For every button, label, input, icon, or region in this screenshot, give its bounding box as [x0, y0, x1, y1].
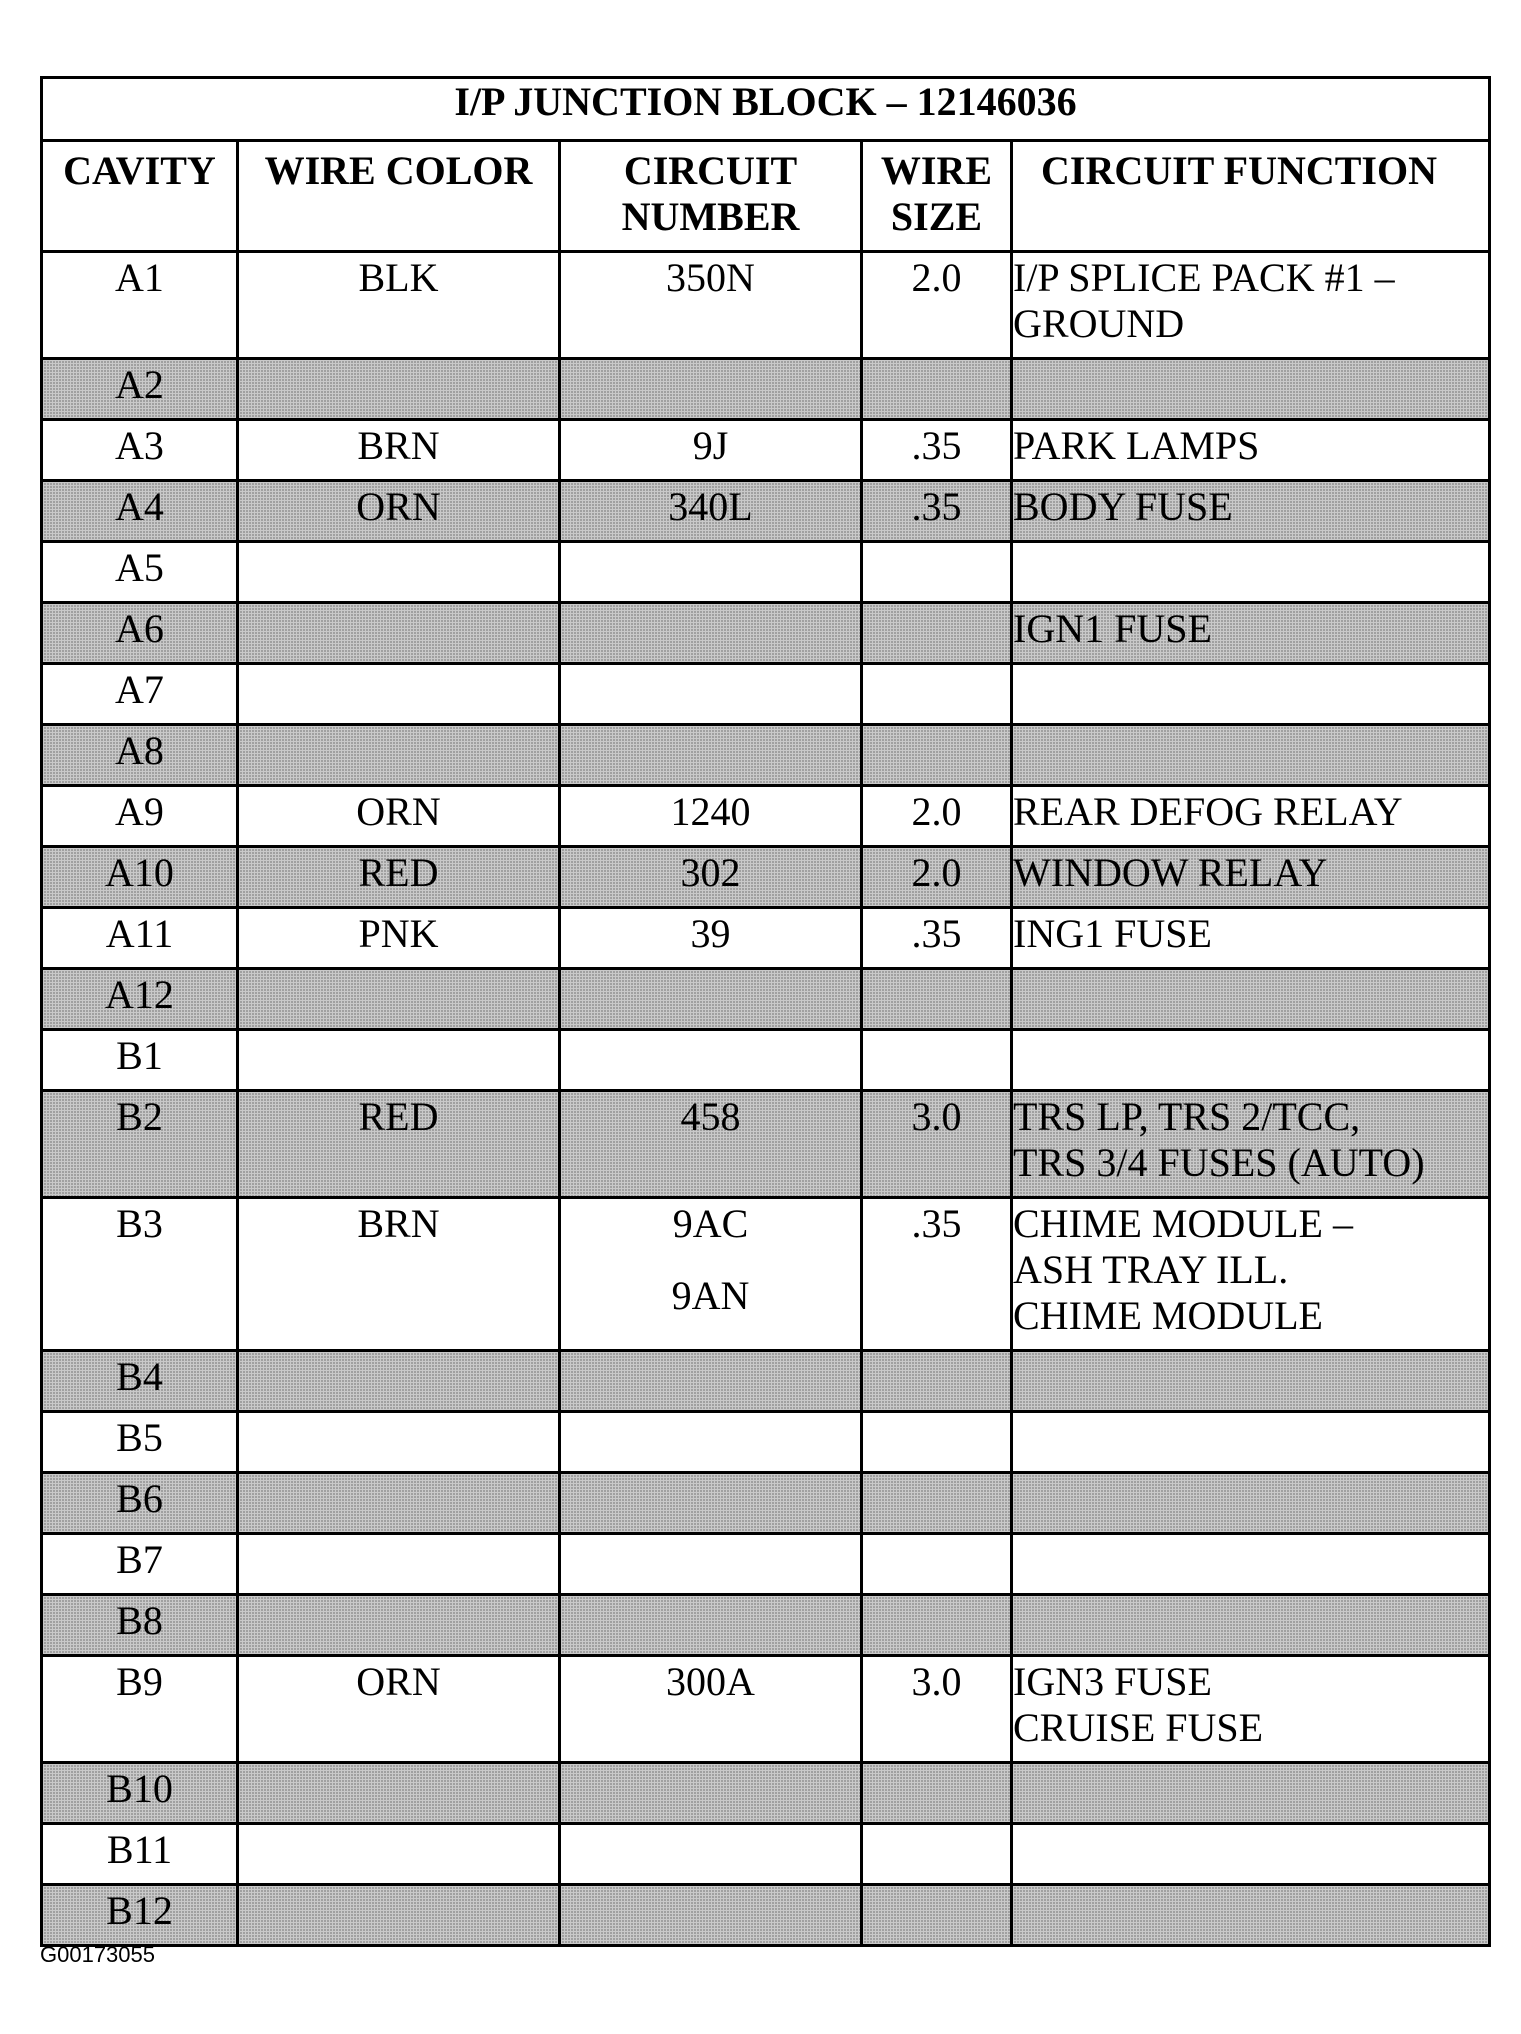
cell-circuit-function [1012, 359, 1490, 420]
cell-circuit-number [560, 1351, 862, 1412]
cell-wire-size [862, 359, 1012, 420]
table-row [42, 1656, 1490, 1763]
cell-circuit-number [560, 1091, 862, 1198]
cell-circuit-function [1012, 725, 1490, 786]
cell-circuit-function [1012, 1656, 1490, 1763]
circuit-function-line: REAR DEFOG RELAY [1013, 789, 1403, 834]
cell-circuit-function [1012, 481, 1490, 542]
cell-circuit-function [1012, 1534, 1490, 1595]
table-row [42, 1351, 1490, 1412]
table-row [42, 1763, 1490, 1824]
circuit-function-line: I/P SPLICE PACK #1 – [1013, 255, 1395, 300]
cell-circuit-number [560, 1763, 862, 1824]
cell-wire-size [862, 1412, 1012, 1473]
cell-circuit-number [560, 1412, 862, 1473]
cell-circuit-number [560, 664, 862, 725]
cell-circuit-function [1012, 1198, 1490, 1351]
table-row [42, 969, 1490, 1030]
cell-circuit-number [560, 481, 862, 542]
table-row [42, 1473, 1490, 1534]
header-wire-color: WIRE COLOR [238, 141, 560, 252]
table-row [42, 725, 1490, 786]
cell-circuit-function [1012, 1091, 1490, 1198]
header-circuit-number-line-1: CIRCUIT [623, 148, 798, 193]
cell-circuit-number [560, 542, 862, 603]
cell-cavity: B3 [42, 1198, 238, 1351]
cell-circuit-function [1012, 908, 1490, 969]
cell-circuit-number [560, 725, 862, 786]
table-row [42, 252, 1490, 359]
cell-wire-color: PNK [238, 908, 560, 969]
cell-wire-color [238, 1763, 560, 1824]
table-title: I/P JUNCTION BLOCK – 12146036 [42, 78, 1490, 141]
table-row [42, 664, 1490, 725]
circuit-number-line: 300A [666, 1659, 755, 1704]
cell-circuit-number [560, 908, 862, 969]
header-wire-size-line-2: SIZE [890, 194, 983, 239]
cell-wire-color: BRN [238, 420, 560, 481]
line-gap [561, 1247, 860, 1273]
cell-circuit-function [1012, 542, 1490, 603]
cell-circuit-number [560, 603, 862, 664]
cell-wire-color [238, 359, 560, 420]
circuit-function-line: GROUND [1013, 301, 1185, 346]
cell-cavity: A2 [42, 359, 238, 420]
cell-circuit-number [560, 1656, 862, 1763]
circuit-function-line: IGN1 FUSE [1013, 606, 1212, 651]
circuit-function-line: IGN3 FUSE [1013, 1659, 1212, 1704]
cell-circuit-number [560, 969, 862, 1030]
table-row [42, 542, 1490, 603]
cell-circuit-function [1012, 1351, 1490, 1412]
cell-wire-size: 2.0 [862, 252, 1012, 359]
cell-circuit-function [1012, 1473, 1490, 1534]
cell-cavity: A11 [42, 908, 238, 969]
circuit-function-line: CHIME MODULE – [1013, 1201, 1353, 1246]
cell-wire-color [238, 1412, 560, 1473]
cell-wire-size [862, 1595, 1012, 1656]
cell-circuit-function [1012, 603, 1490, 664]
circuit-function-line: ASH TRAY ILL. [1013, 1247, 1289, 1292]
header-wire-size-line-1: WIRE [880, 148, 993, 193]
cell-wire-size [862, 1534, 1012, 1595]
cell-cavity: A5 [42, 542, 238, 603]
cell-wire-size [862, 542, 1012, 603]
table-row [42, 1595, 1490, 1656]
header-circuit-number-line-2: NUMBER [621, 194, 800, 239]
cell-wire-color [238, 1030, 560, 1091]
circuit-function-line: PARK LAMPS [1013, 423, 1260, 468]
circuit-function-line: WINDOW RELAY [1013, 850, 1328, 895]
cell-cavity: B2 [42, 1091, 238, 1198]
cell-circuit-number [560, 1595, 862, 1656]
table-row [42, 1198, 1490, 1351]
circuit-number-line: 9AC [672, 1201, 749, 1246]
cell-wire-size: .35 [862, 481, 1012, 542]
cell-wire-size [862, 603, 1012, 664]
cell-circuit-number [560, 359, 862, 420]
table-row [42, 481, 1490, 542]
cell-circuit-number [560, 786, 862, 847]
cell-circuit-number [560, 1030, 862, 1091]
table-body [42, 252, 1490, 1946]
table-row [42, 1534, 1490, 1595]
cell-cavity: B8 [42, 1595, 238, 1656]
table-row [42, 1824, 1490, 1885]
cell-cavity: A9 [42, 786, 238, 847]
cell-wire-size: 3.0 [862, 1656, 1012, 1763]
cell-wire-color [238, 1534, 560, 1595]
junction-block-table [40, 76, 1491, 1947]
cell-wire-size [862, 1351, 1012, 1412]
cell-circuit-number [560, 1473, 862, 1534]
cell-wire-size [862, 1473, 1012, 1534]
cell-wire-size [862, 1824, 1012, 1885]
cell-wire-size: .35 [862, 420, 1012, 481]
cell-cavity: A8 [42, 725, 238, 786]
cell-wire-size [862, 725, 1012, 786]
cell-circuit-function [1012, 1824, 1490, 1885]
cell-cavity: A3 [42, 420, 238, 481]
cell-cavity: A10 [42, 847, 238, 908]
cell-circuit-number [560, 1824, 862, 1885]
cell-cavity: B7 [42, 1534, 238, 1595]
circuit-function-line: CRUISE FUSE [1013, 1705, 1264, 1750]
junction-block-sheet [40, 76, 1488, 1947]
circuit-number-line: 302 [680, 850, 741, 895]
circuit-function-line: BODY FUSE [1013, 484, 1233, 529]
circuit-number-line: 340L [668, 484, 753, 529]
cell-wire-size: 3.0 [862, 1091, 1012, 1198]
circuit-function-line: CHIME MODULE [1013, 1293, 1323, 1338]
cell-circuit-number [560, 1534, 862, 1595]
cell-circuit-number [560, 1198, 862, 1351]
circuit-number-line: 9J [692, 423, 729, 468]
cell-circuit-function [1012, 786, 1490, 847]
cell-cavity: B10 [42, 1763, 238, 1824]
cell-cavity: A12 [42, 969, 238, 1030]
header-circuit-function: CIRCUIT FUNCTION [1012, 141, 1490, 252]
cell-wire-color: ORN [238, 1656, 560, 1763]
cell-wire-size [862, 1763, 1012, 1824]
table-row [42, 847, 1490, 908]
cell-circuit-number [560, 420, 862, 481]
header-row [42, 141, 1490, 252]
header-circuit-number [560, 141, 862, 252]
cell-wire-color: BLK [238, 252, 560, 359]
table-row [42, 1030, 1490, 1091]
cell-wire-size: .35 [862, 908, 1012, 969]
cell-circuit-function [1012, 847, 1490, 908]
cell-wire-color: BRN [238, 1198, 560, 1351]
cell-circuit-number [560, 847, 862, 908]
cell-wire-color [238, 1473, 560, 1534]
table-row [42, 786, 1490, 847]
circuit-number-line: 9AN [671, 1273, 750, 1318]
cell-wire-size [862, 1030, 1012, 1091]
circuit-function-line: TRS 3/4 FUSES (AUTO) [1013, 1140, 1425, 1185]
cell-wire-color: RED [238, 1091, 560, 1198]
cell-wire-size [862, 969, 1012, 1030]
circuit-number-line: 458 [680, 1094, 741, 1139]
cell-circuit-function [1012, 1763, 1490, 1824]
cell-circuit-function [1012, 1885, 1490, 1946]
circuit-number-line: 1240 [670, 789, 751, 834]
table-row [42, 908, 1490, 969]
table-row [42, 603, 1490, 664]
cell-cavity: B9 [42, 1656, 238, 1763]
cell-wire-color [238, 1351, 560, 1412]
cell-circuit-function [1012, 420, 1490, 481]
cell-wire-color [238, 969, 560, 1030]
table-row [42, 1885, 1490, 1946]
table-row [42, 1091, 1490, 1198]
cell-circuit-function [1012, 1030, 1490, 1091]
table-row [42, 359, 1490, 420]
cell-wire-color: ORN [238, 481, 560, 542]
cell-circuit-function [1012, 1595, 1490, 1656]
cell-cavity: B12 [42, 1885, 238, 1946]
table-row [42, 420, 1490, 481]
cell-wire-color [238, 1885, 560, 1946]
cell-wire-color: ORN [238, 786, 560, 847]
circuit-number-line: 350N [666, 255, 755, 300]
cell-wire-color [238, 603, 560, 664]
cell-wire-color [238, 1824, 560, 1885]
table-row [42, 1412, 1490, 1473]
cell-wire-size: 2.0 [862, 786, 1012, 847]
cell-cavity: B1 [42, 1030, 238, 1091]
cell-circuit-function [1012, 664, 1490, 725]
cell-wire-color [238, 664, 560, 725]
cell-circuit-function [1012, 252, 1490, 359]
circuit-function-line: TRS LP, TRS 2/TCC, [1013, 1094, 1361, 1139]
cell-circuit-number [560, 252, 862, 359]
circuit-number-line: 39 [690, 911, 731, 956]
cell-cavity: A6 [42, 603, 238, 664]
cell-circuit-number [560, 1885, 862, 1946]
cell-cavity: A7 [42, 664, 238, 725]
figure-code: G00173055 [40, 1942, 155, 1967]
cell-wire-color [238, 725, 560, 786]
cell-wire-size [862, 664, 1012, 725]
cell-circuit-function [1012, 969, 1490, 1030]
cell-cavity: B4 [42, 1351, 238, 1412]
circuit-function-line: ING1 FUSE [1013, 911, 1212, 956]
header-wire-size [862, 141, 1012, 252]
cell-wire-color [238, 1595, 560, 1656]
cell-wire-size [862, 1885, 1012, 1946]
header-cavity: CAVITY [42, 141, 238, 252]
cell-wire-color [238, 542, 560, 603]
cell-wire-size: .35 [862, 1198, 1012, 1351]
cell-cavity: A4 [42, 481, 238, 542]
cell-cavity: B11 [42, 1824, 238, 1885]
cell-circuit-function [1012, 1412, 1490, 1473]
cell-wire-color: RED [238, 847, 560, 908]
cell-cavity: B6 [42, 1473, 238, 1534]
cell-cavity: B5 [42, 1412, 238, 1473]
cell-wire-size: 2.0 [862, 847, 1012, 908]
cell-cavity: A1 [42, 252, 238, 359]
